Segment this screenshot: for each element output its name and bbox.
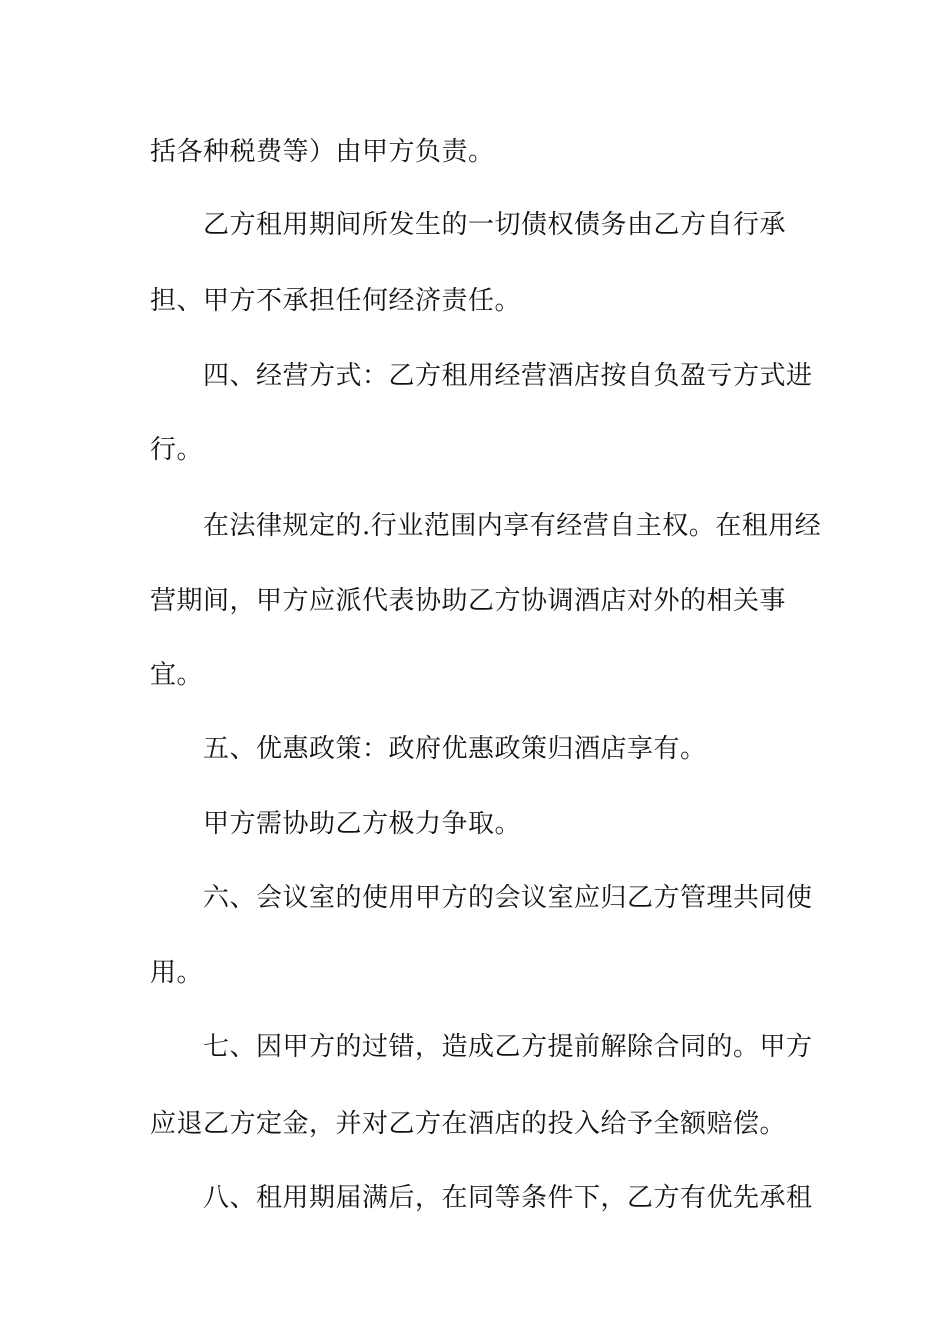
- text-line: 乙方租用期间所发生的一切债权债务由乙方自行承: [203, 210, 787, 240]
- text-line: 营期间，甲方应派代表协助乙方协调酒店对外的相关事: [150, 586, 787, 616]
- text-line: 八、租用期届满后，在同等条件下，乙方有优先承租: [203, 1183, 813, 1213]
- text-line: 应退乙方定金，并对乙方在酒店的投入给予全额赔偿。: [150, 1109, 787, 1139]
- text-line: 行。: [150, 435, 204, 465]
- text-line: 四、经营方式：乙方租用经营酒店按自负盈亏方式进: [203, 361, 813, 391]
- text-line: 括各种税费等）由甲方负责。: [150, 137, 495, 167]
- text-line: 七、因甲方的过错，造成乙方提前解除合同的。甲方: [203, 1032, 813, 1062]
- text-line: 担、甲方不承担任何经济责任。: [150, 286, 522, 316]
- text-line: 在法律规定的.行业范围内享有经营自主权。在租用经: [203, 511, 822, 541]
- text-line: 五、优惠政策：政府优惠政策归酒店享有。: [203, 734, 707, 764]
- text-line: 用。: [150, 958, 204, 988]
- text-line: 六、会议室的使用甲方的会议室应归乙方管理共同使: [203, 883, 813, 913]
- text-line: 甲方需协助乙方极力争取。: [203, 809, 522, 839]
- text-line: 宜。: [150, 660, 204, 690]
